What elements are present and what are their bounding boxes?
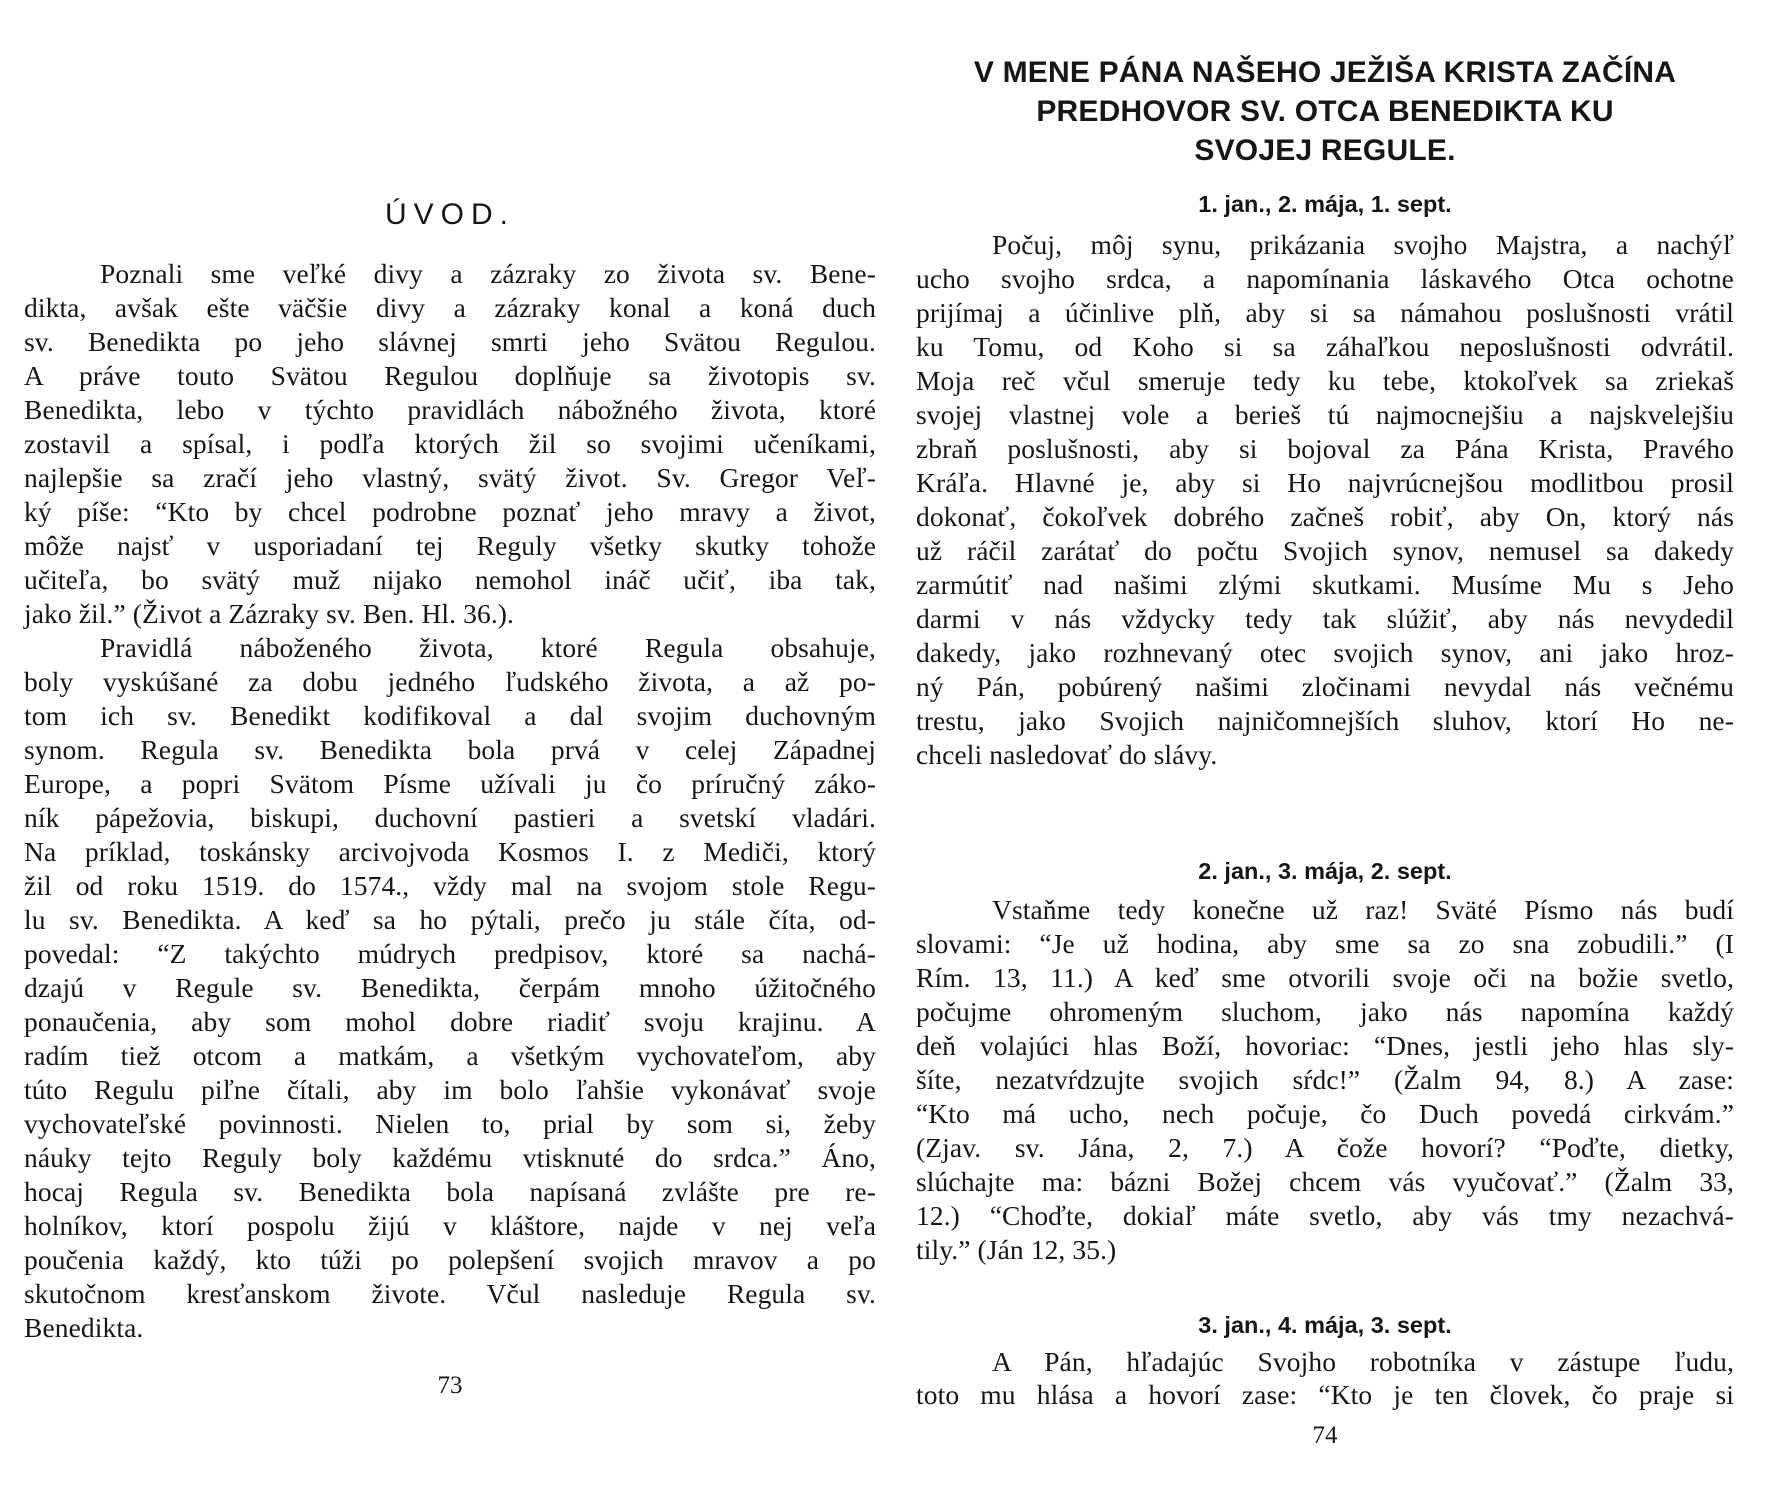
text-line: chceli nasledovať do slávy.	[916, 739, 1218, 770]
text-line: Kráľa. Hlavné je, aby si Ho najvrúcnejšou modlitbou prosil	[916, 467, 1734, 498]
text-line: Počuj, môj synu, prikázania svojho Majstra, a nachýľ	[992, 229, 1734, 260]
text-line: slovami: “Je už hodina, aby sme sa zo sna zobudili.” (I	[916, 928, 1734, 959]
text-line: svojej vlastnej vole a berieš tú najmocnejšiu a najskvelejšiu	[916, 399, 1734, 430]
text-line: Benedikta, lebo v týchto pravidlách nábožného života, ktoré	[24, 394, 876, 425]
text-line: zarmútiť nad našimi zlými skutkami. Musíme Mu s Jeho	[916, 569, 1734, 600]
text-line: túto Regulu piľne čítali, aby im bolo ľahšie vykonávať svoje	[24, 1074, 876, 1105]
text-line: Europe, a popri Svätom Písme užívali ju čo príručný záko-	[24, 768, 876, 799]
text-line: sv. Benedikta po jeho slávnej smrti jeho Svätou Regulou.	[24, 326, 876, 357]
text-line: zbraň poslušnosti, aby si bojoval za Pána Krista, Pravého	[916, 433, 1734, 464]
text-line: tily.” (Ján 12, 35.)	[916, 1234, 1117, 1265]
text-line: náuky tejto Reguly boly každému vtisknuté do srdca.” Áno,	[24, 1142, 876, 1173]
section-date-heading: 2. jan., 3. mája, 2. sept.	[1198, 858, 1452, 884]
text-line: ucho svojho srdca, a napomínania láskavého Otca ochotne	[916, 263, 1734, 294]
text-line: (Zjav. sv. Jána, 2, 7.) A čože hovorí? “Poďte, dietky,	[916, 1132, 1734, 1163]
text-line: 12.) “Choďte, dokiaľ máte svetlo, aby vás tmy nezachvá-	[916, 1200, 1734, 1231]
text-line: synom. Regula sv. Benedikta bola prvá v celej Západnej	[24, 734, 876, 765]
text-line: počujme ohromeným sluchom, jako nás napomína každý	[916, 996, 1734, 1027]
text-line: Benedikta.	[24, 1312, 144, 1343]
text-line: žil od roku 1519. do 1574., vždy mal na svojom stole Regu-	[24, 870, 876, 901]
text-line: A práve touto Svätou Regulou doplňuje sa životopis sv.	[24, 360, 876, 391]
text-line: toto mu hlása a hovorí zase: “Kto je ten človek, čo praje si	[916, 1379, 1734, 1410]
text-line: učiteľa, bo svätý muž nijako nemohol ináč učiť, iba tak,	[24, 564, 876, 595]
section-date-heading: 3. jan., 4. mája, 3. sept.	[1198, 1312, 1452, 1338]
text-line: trestu, jako Svojich najničomnejších sluhov, ktorí Ho ne-	[916, 705, 1734, 736]
text-line: už ráčil zarátať do počtu Svojich synov, nemusel sa dakedy	[916, 535, 1734, 566]
text-line: dikta, avšak ešte väčšie divy a zázraky konal a koná duch	[24, 292, 876, 323]
text-line: jako žil.” (Život a Zázraky sv. Ben. Hl. 36.).	[24, 598, 515, 629]
text-line: Vstaňme tedy konečne už raz! Sväté Písmo nás budí	[992, 894, 1734, 925]
text-line: radím tiež otcom a matkám, a všetkým vychovateľom, aby	[24, 1040, 876, 1071]
text-line: najlepšie sa zračí jeho vlastný, svätý život. Sv. Gregor Veľ-	[24, 462, 876, 493]
text-line: poučenia každý, kto túži po polepšení svojich mravov a po	[24, 1244, 876, 1275]
section-date-heading: 1. jan., 2. mája, 1. sept.	[1198, 191, 1452, 217]
text-line: povedal: “Z takýchto múdrych predpisov, ktoré sa nachá-	[24, 938, 876, 969]
text-line: prijímaj a účinlive plň, aby si sa námahou poslušnosti vrátil	[916, 297, 1734, 328]
chapter-title: ÚVOD.	[384, 198, 515, 231]
text-line: holníkov, ktorí pospolu žijú v kláštore, najde v nej veľa	[24, 1210, 876, 1241]
text-line: hocaj Regula sv. Benedikta bola napísaná zvlášte pre re-	[24, 1176, 876, 1207]
text-line: Rím. 13, 11.) A keď sme otvorili svoje oči na božie svetlo,	[916, 962, 1734, 993]
text-line: Pravidlá náboženého života, ktoré Regula obsahuje,	[100, 632, 876, 663]
text-line: A Pán, hľadajúc Svojho robotníka v zástupe ľudu,	[992, 1346, 1734, 1377]
text-line: Moja reč včul smeruje tedy ku tebe, ktokoľvek sa zriekaš	[916, 365, 1734, 396]
text-line: boly vyskúšané za dobu jedného ľudského života, a až po-	[24, 666, 876, 697]
text-line: dzajú v Regule sv. Benedikta, čerpám mnoho úžitočného	[24, 972, 876, 1003]
text-line: ký píše: “Kto by chcel podrobne poznať jeho mravy a život,	[24, 496, 876, 527]
heading-line: V MENE PÁNA NAŠEHO JEŽIŠA KRISTA ZAČÍNA	[973, 56, 1677, 89]
text-line: ponaučenia, aby som mohol dobre riadiť svoju krajinu. A	[24, 1006, 876, 1037]
text-line: dakedy, jako rozhnevaný otec svojich synov, ani jako hroz-	[916, 637, 1734, 668]
text-line: skutočnom kresťanskom živote. Včul nasleduje Regula sv.	[24, 1278, 876, 1309]
text-line: tom ich sv. Benedikt kodifikoval a dal svojim duchovným	[24, 700, 876, 731]
text-line: zostavil a spísal, i podľa ktorých žil so svojimi učeníkami,	[24, 428, 876, 459]
page-number: 74	[1312, 1422, 1338, 1449]
text-line: ku Tomu, od Koho si sa záhaľkou neposlušnosti odvrátil.	[916, 331, 1734, 362]
text-line: lu sv. Benedikta. A keď sa ho pýtali, prečo ju stále číta, od-	[24, 904, 876, 935]
text-line: Na príklad, toskánsky arcivojvoda Kosmos I. z Mediči, ktorý	[24, 836, 876, 867]
heading-line: PREDHOVOR SV. OTCA BENEDIKTA KU	[1036, 95, 1614, 128]
text-line: ník pápežovia, biskupi, duchovní pastieri a svetskí vladári.	[24, 802, 876, 833]
heading-line: SVOJEJ REGULE.	[1194, 134, 1456, 167]
text-line: šíte, nezatvŕdzujte svojich sŕdc!” (Žalm 94, 8.) A zase:	[916, 1064, 1734, 1095]
text-line: darmi v nás vždycky tedy tak slúžiť, aby nás nevydedil	[916, 603, 1734, 634]
text-line: môže najsť v usporiadaní tej Reguly všetky skutky tohože	[24, 530, 876, 561]
text-line: vychovateľské povinnosti. Nielen to, prial by som si, žeby	[24, 1108, 876, 1139]
page-number: 73	[437, 1372, 463, 1399]
text-line: deň volajúci hlas Boží, hovoriac: “Dnes, jestli jeho hlas sly-	[916, 1030, 1734, 1061]
text-line: dokonať, čokoľvek dobrého začneš robiť, aby On, ktorý nás	[916, 501, 1734, 532]
text-line: Poznali sme veľké divy a zázraky zo života sv. Bene-	[100, 258, 876, 289]
text-line: “Kto má ucho, nech počuje, čo Duch povedá cirkvám.”	[916, 1098, 1734, 1129]
text-line: slúchajte ma: bázni Božej chcem vás vyučovať.” (Žalm 33,	[916, 1166, 1734, 1197]
text-line: ný Pán, pobúrený našimi zločinami nevydal nás večnému	[916, 671, 1734, 702]
